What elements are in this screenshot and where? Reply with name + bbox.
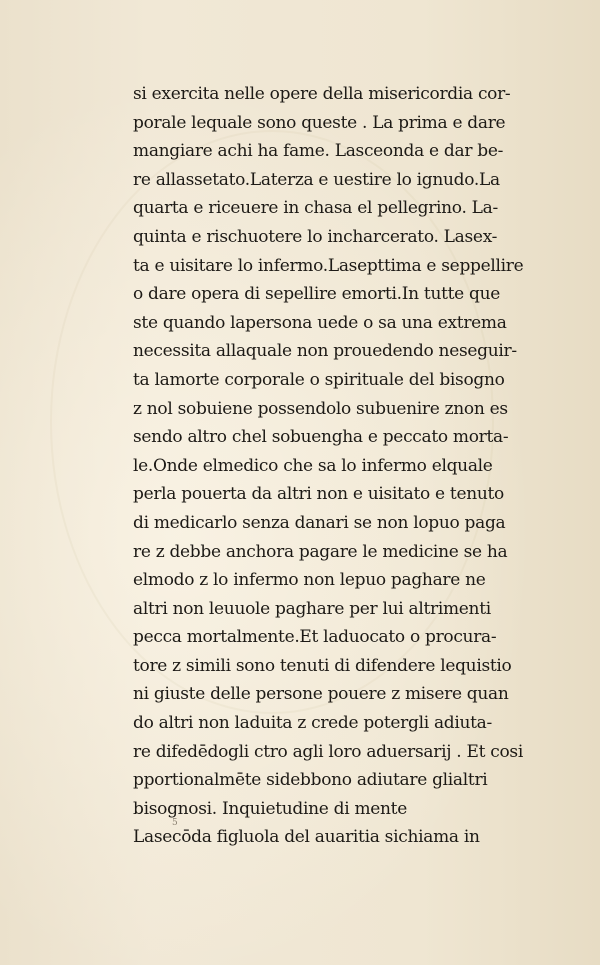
text-line: necessita allaquale non prouedendo neseguir- <box>133 341 517 362</box>
text-line-last: Lasecōda figluola del auaritia sichiama in <box>133 827 480 848</box>
text-line: quinta e rischuotere lo incharcerato. Lasex- <box>133 226 498 247</box>
text-line: pecca mortalmente.Et laduocato o procura- <box>133 627 497 648</box>
text-line: z nol sobuiene possendolo subuenire znon es <box>133 398 508 419</box>
text-line: le.Onde elmedico che sa lo infermo elquale <box>133 455 493 476</box>
text-line: ni giuste delle persone pouere z misere quan <box>133 684 509 705</box>
text-line: porale lequale sono queste . La prima e dare <box>133 112 506 133</box>
text-line: o dare opera di sepellire emorti.In tutte que <box>133 284 501 305</box>
text-block <box>133 80 553 852</box>
text-line: ta e uisitare lo infermo.Lasepttima e seppellire <box>133 255 524 276</box>
text-line: re z debbe anchora pagare le medicine se ha <box>133 541 508 562</box>
text-line: ta lamorte corporale o spirituale del bisogno <box>133 369 505 390</box>
text-line: re difedēdogli ctro agli loro aduersarij . Et cosi <box>133 741 523 762</box>
text-line: elmodo z lo infermo non lepuo paghare ne <box>133 570 486 591</box>
text-line: bisognosi. Inquietudine di mente <box>133 798 407 819</box>
text-line: sendo altro chel sobuengha e peccato morta- <box>133 427 509 448</box>
text-line: ste quando lapersona uede o sa una extrema <box>133 312 507 333</box>
text-line: altri non leuuole paghare per lui altrimenti <box>133 598 491 619</box>
margin-mark: 5 <box>172 818 178 828</box>
text-line: si exercita nelle opere della misericordia cor- <box>133 84 511 104</box>
text-line: quarta e riceuere in chasa el pellegrino. La- <box>133 198 498 219</box>
text-line: pportionalmēte sidebbono adiutare glialtri <box>133 770 488 791</box>
text-line: perla pouerta da altri non e uisitato e tenuto <box>133 484 504 505</box>
text-line: di medicarlo senza danari se non lopuo paga <box>133 512 506 533</box>
text-line: mangiare achi ha fame. Lasceonda e dar be- <box>133 141 504 162</box>
text-line: tore z simili sono tenuti di difendere lequistio <box>133 655 512 676</box>
text-line: re allassetato.Laterza e uestire lo ignudo.La <box>133 169 500 190</box>
text-line: do altri non laduita z crede potergli adiuta- <box>133 713 492 734</box>
